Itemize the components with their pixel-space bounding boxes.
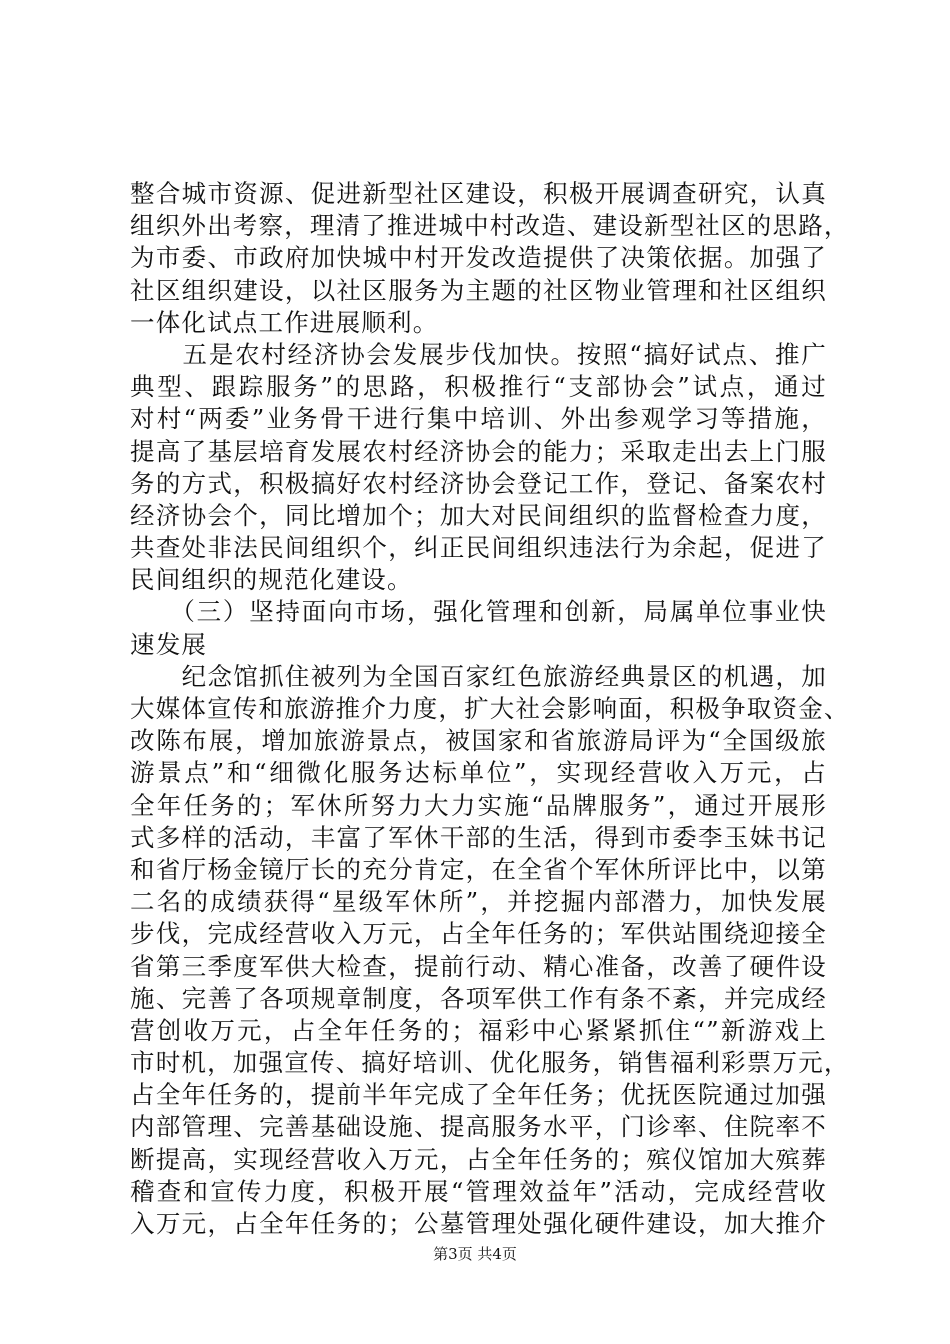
text-line: 提高了基层培育发展农村经济协会的能力；采取走出去上门服 (130, 436, 827, 466)
text-line: 纪念馆抓住被列为全国百家红色旅游经典景区的机遇，加 (130, 661, 827, 691)
text-line: 民间组织的规范化建设。 (130, 565, 413, 595)
text-line: 稽查和宣传力度，积极开展“管理效益年”活动，完成经营收 (130, 1176, 827, 1206)
text-line: 经济协会个，同比增加个；加大对民间组织的监督检查力度， (130, 500, 827, 530)
text-line: 内部管理、完善基础设施、提高服务水平，门诊率、住院率不 (130, 1112, 827, 1142)
text-line: 式多样的活动，丰富了军休干部的生活，得到市委李玉妹书记 (130, 822, 827, 852)
text-line: 五是农村经济协会发展步伐加快。按照“搞好试点、推广 (130, 339, 827, 369)
text-line: 组织外出考察，理清了推进城中村改造、建设新型社区的思路， (130, 211, 850, 241)
text-line: 市时机，加强宣传、搞好培训、优化服务，销售福利彩票万元， (130, 1048, 850, 1078)
text-line: 改陈布展，增加旅游景点，被国家和省旅游局评为“全国级旅 (130, 726, 827, 756)
text-line: 全年任务的；军休所努力大力实施“品牌服务”，通过开展形 (130, 790, 827, 820)
text-line: 二名的成绩获得“星级军休所”，并挖掘内部潜力，加快发展 (130, 887, 827, 917)
text-line: 入万元，占全年任务的；公墓管理处强化硬件建设，加大推介 (130, 1209, 827, 1238)
text-line: 施、完善了各项规章制度，各项军供工作有条不紊，并完成经 (130, 983, 827, 1013)
text-line: 为市委、市政府加快城中村开发改造提供了决策依据。加强了 (130, 243, 827, 273)
text-line: 大媒体宣传和旅游推介力度，扩大社会影响面，积极争取资金、 (130, 694, 850, 723)
text-line: 和省厅杨金镜厅长的充分肯定，在全省个军休所评比中，以第 (130, 854, 827, 884)
text-line: 游景点”和“细微化服务达标单位”，实现经营收入万元，占 (130, 758, 827, 788)
text-line: 一体化试点工作进展顺利。 (130, 307, 439, 337)
text-line: 共查处非法民间组织个，纠正民间组织违法行为余起，促进了 (130, 533, 827, 563)
text-line: 典型、跟踪服务”的思路，积极推行“支部协会”试点，通过 (130, 372, 827, 402)
text-line: 营创收万元，占全年任务的；福彩中心紧紧抓住“”新游戏上 (130, 1015, 827, 1045)
text-line: 社区组织建设，以社区服务为主题的社区物业管理和社区组织 (130, 275, 827, 305)
text-line: 省第三季度军供大检查，提前行动、精心准备，改善了硬件设 (130, 951, 827, 981)
text-line: （三）坚持面向市场，强化管理和创新，局属单位事业快 (130, 597, 827, 627)
text-line: 整合城市资源、促进新型社区建设，积极开展调查研究，认真 (130, 179, 827, 208)
text-line: 步伐，完成经营收入万元，占全年任务的；军供站围绕迎接全 (130, 919, 827, 949)
body-text (130, 178, 850, 1240)
text-line: 对村“两委”业务骨干进行集中培训、外出参观学习等措施， (130, 404, 827, 434)
text-line: 务的方式，积极搞好农村经济协会登记工作，登记、备案农村 (130, 468, 827, 498)
text-line: 速发展 (130, 629, 208, 659)
text-line: 断提高，实现经营收入万元，占全年任务的；殡仪馆加大殡葬 (130, 1144, 827, 1174)
text-line: 占全年任务的，提前半年完成了全年任务；优抚医院通过加强 (130, 1080, 827, 1110)
page-footer: 第3页 共4页 (433, 1245, 517, 1263)
